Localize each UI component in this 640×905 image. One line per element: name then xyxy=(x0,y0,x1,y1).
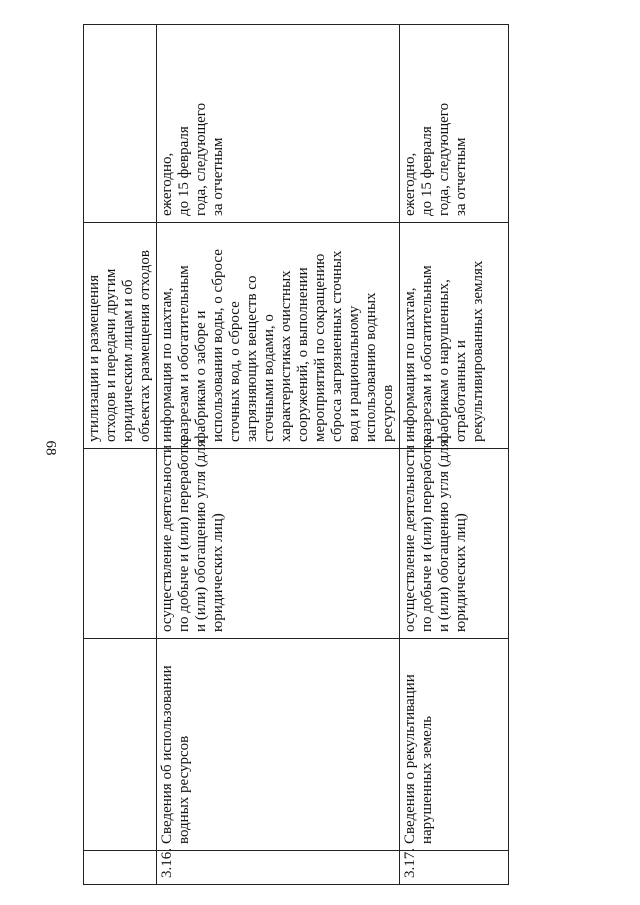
page-number: 68 xyxy=(42,440,59,456)
subject-line: и (или) обогащению угля (для xyxy=(193,440,209,632)
cell-term xyxy=(157,25,400,223)
cell-name xyxy=(157,639,400,851)
info-line: мероприятий по сокращению xyxy=(312,253,328,442)
name-line: нарушенных земель xyxy=(419,715,435,844)
term-line: до 15 февраля xyxy=(419,126,435,216)
name-line: Сведения об использовании xyxy=(159,665,175,844)
term-line: за отчетным xyxy=(210,137,226,216)
info-line: сооружений, о выполнении xyxy=(295,267,311,442)
table-row-continued xyxy=(84,25,157,885)
table-row xyxy=(400,25,509,885)
row-number: 3.16. xyxy=(159,848,175,878)
cell-subject xyxy=(157,434,400,639)
info-line: рекультивированных землях xyxy=(470,260,486,442)
subject-line: осуществление деятельности xyxy=(402,445,418,632)
term-line: ежегодно, xyxy=(402,152,418,216)
cell-info xyxy=(157,223,400,449)
info-line: фабрикам о нарушенных, xyxy=(436,279,452,442)
cell-term xyxy=(400,25,509,223)
info-line: сточными водами, о xyxy=(261,314,277,442)
info-line: фабрикам о заборе и xyxy=(193,310,209,442)
term-line: ежегодно, xyxy=(159,152,175,216)
term-line: до 15 февраля xyxy=(176,126,192,216)
table-row xyxy=(157,25,400,885)
cell-name xyxy=(400,639,509,851)
term-line: за отчетным xyxy=(453,137,469,216)
info-line: вод и рациональному xyxy=(346,305,362,442)
info-line: утилизации и размещения xyxy=(86,275,102,442)
info-line: сточных вод, о сбросе xyxy=(227,301,243,442)
info-line: информация по шахтам, xyxy=(159,287,175,442)
cell-name xyxy=(84,639,157,851)
cell-number xyxy=(400,848,509,885)
subject-line: по добыче и (или) переработке xyxy=(419,434,435,632)
info-line: юридическим лицам и об xyxy=(120,279,136,442)
info-line: использованию водных xyxy=(363,292,379,442)
cell-info xyxy=(400,223,509,449)
term-line: года, следующего xyxy=(193,102,209,216)
info-line: отходов и передачи другим xyxy=(103,268,119,442)
info-line: разрезам и обогатительным xyxy=(419,265,435,442)
info-line: сброса загрязненных сточных xyxy=(329,250,345,442)
row-number: 3.17. xyxy=(402,848,418,878)
info-line: объектах размещения отходов xyxy=(137,250,153,442)
cell-number xyxy=(157,848,400,885)
cell-number xyxy=(84,851,157,885)
cell-subject xyxy=(84,449,157,639)
subject-line: по добыче и (или) переработке xyxy=(176,434,192,632)
subject-line: и (или) обогащению угля (для xyxy=(436,440,452,632)
info-line: загрязняющих веществ со xyxy=(244,275,260,442)
info-line: характеристиках очистных xyxy=(278,270,294,442)
subject-line: юридических лиц) xyxy=(210,513,226,632)
term-line: года, следующего xyxy=(436,102,452,216)
cell-term xyxy=(84,25,157,223)
subject-line: осуществление деятельности xyxy=(159,445,175,632)
subject-line: юридических лиц) xyxy=(453,513,469,632)
name-line: водных ресурсов xyxy=(176,735,192,844)
name-line: Сведения о рекультивации xyxy=(402,674,418,844)
info-line: информация по шахтам, xyxy=(402,287,418,442)
cell-info xyxy=(84,223,157,449)
info-line: отработанных и xyxy=(453,340,469,442)
rotated-page-content xyxy=(83,25,486,885)
info-line: использовании воды, о сбросе xyxy=(210,249,226,442)
info-line: ресурсов xyxy=(380,384,396,442)
info-line: разрезам и обогатительным xyxy=(176,265,192,442)
cell-subject xyxy=(400,434,509,639)
requirements-table xyxy=(83,24,509,885)
